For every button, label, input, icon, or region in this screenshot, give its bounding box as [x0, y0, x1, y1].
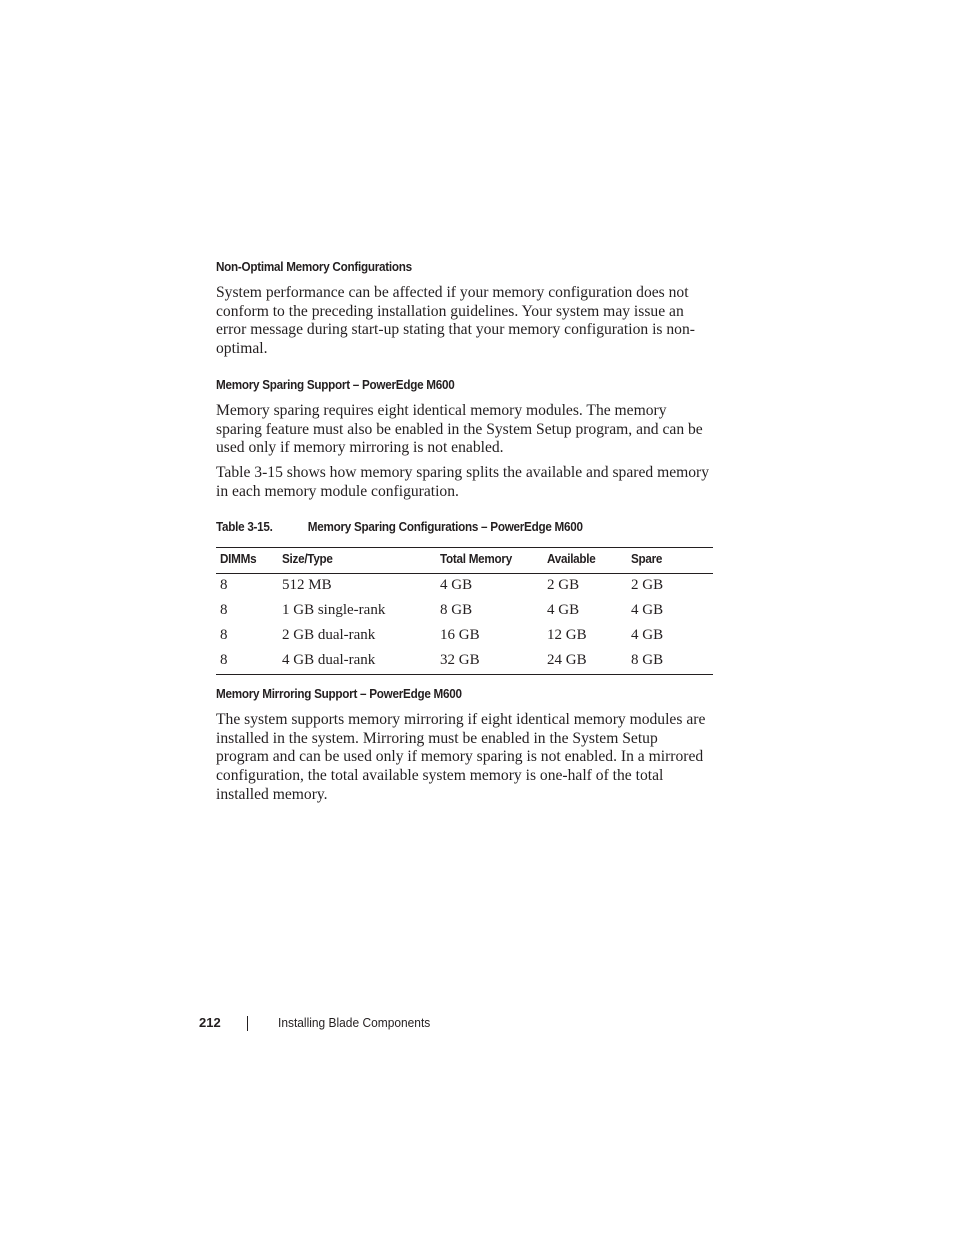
footer-divider	[247, 1016, 248, 1031]
table-header-size-type: Size/Type	[282, 551, 333, 566]
table-header-available: Available	[547, 551, 596, 566]
table-cell: 2 GB dual-rank	[282, 627, 376, 643]
table-row	[216, 599, 713, 624]
table-cell: 8	[220, 577, 228, 593]
table-cell: 8 GB	[440, 602, 473, 618]
section-heading-sparing: Memory Sparing Support – PowerEdge M600	[216, 377, 455, 392]
table-caption	[216, 519, 583, 534]
chapter-title: Installing Blade Components	[278, 1015, 431, 1030]
memory-sparing-table	[216, 547, 713, 675]
table-header-total-memory: Total Memory	[440, 551, 512, 566]
table-header-spare: Spare	[631, 551, 663, 566]
table-row	[216, 649, 713, 674]
table-cell: 12 GB	[547, 627, 587, 643]
table-cell: 4 GB	[631, 627, 664, 643]
table-cell: 4 GB	[631, 602, 664, 618]
table-cell: 2 GB	[547, 577, 580, 593]
table-header-row	[216, 548, 713, 574]
table-cell: 4 GB dual-rank	[282, 652, 376, 668]
section-heading-mirroring: Memory Mirroring Support – PowerEdge M600	[216, 686, 462, 701]
table-cell: 24 GB	[547, 652, 587, 668]
table-cell: 2 GB	[631, 577, 664, 593]
document-page	[199, 0, 713, 1235]
table-caption-number: Table 3-15.	[216, 519, 273, 534]
table-cell: 16 GB	[440, 627, 480, 643]
table-cell: 8	[220, 627, 228, 643]
sparing-paragraph-1: Memory sparing requires eight identical memory modules. The memory sparing feature must also be enabled in the System Setup program, and can be used only if memory mirroring is not enabled.	[216, 402, 703, 457]
sparing-paragraph-2: Table 3-15 shows how memory sparing splits the available and spared memory in each memory module configuration.	[216, 464, 710, 500]
table-row	[216, 574, 713, 599]
section-heading-non-optimal: Non-Optimal Memory Configurations	[216, 259, 412, 274]
table-header-dimms: DIMMs	[220, 551, 257, 566]
table-cell: 32 GB	[440, 652, 480, 668]
table-cell: 4 GB	[547, 602, 580, 618]
table-cell: 8	[220, 602, 228, 618]
table-row	[216, 624, 713, 649]
table-cell: 4 GB	[440, 577, 473, 593]
non-optimal-paragraph: System performance can be affected if your memory configuration does not conform to the preceding installation guidelines. Your system may issue an error message during start-up stating that your memory configuration is non-optimal.	[216, 284, 695, 358]
mirroring-paragraph: The system supports memory mirroring if eight identical memory modules are installed in the system. Mirroring must be enabled in the System Setup program and can be used only if memory sparing is not enabled. In a mirrored configuration, the total available system memory is one-half of the total installed memory.	[216, 711, 706, 803]
page-number: 212	[199, 1015, 221, 1030]
table-cell: 8	[220, 652, 228, 668]
table-caption-title: Memory Sparing Configurations – PowerEdge M600	[307, 519, 583, 534]
table-cell: 512 MB	[282, 577, 332, 593]
table-cell: 8 GB	[631, 652, 664, 668]
table-cell: 1 GB single-rank	[282, 602, 386, 618]
